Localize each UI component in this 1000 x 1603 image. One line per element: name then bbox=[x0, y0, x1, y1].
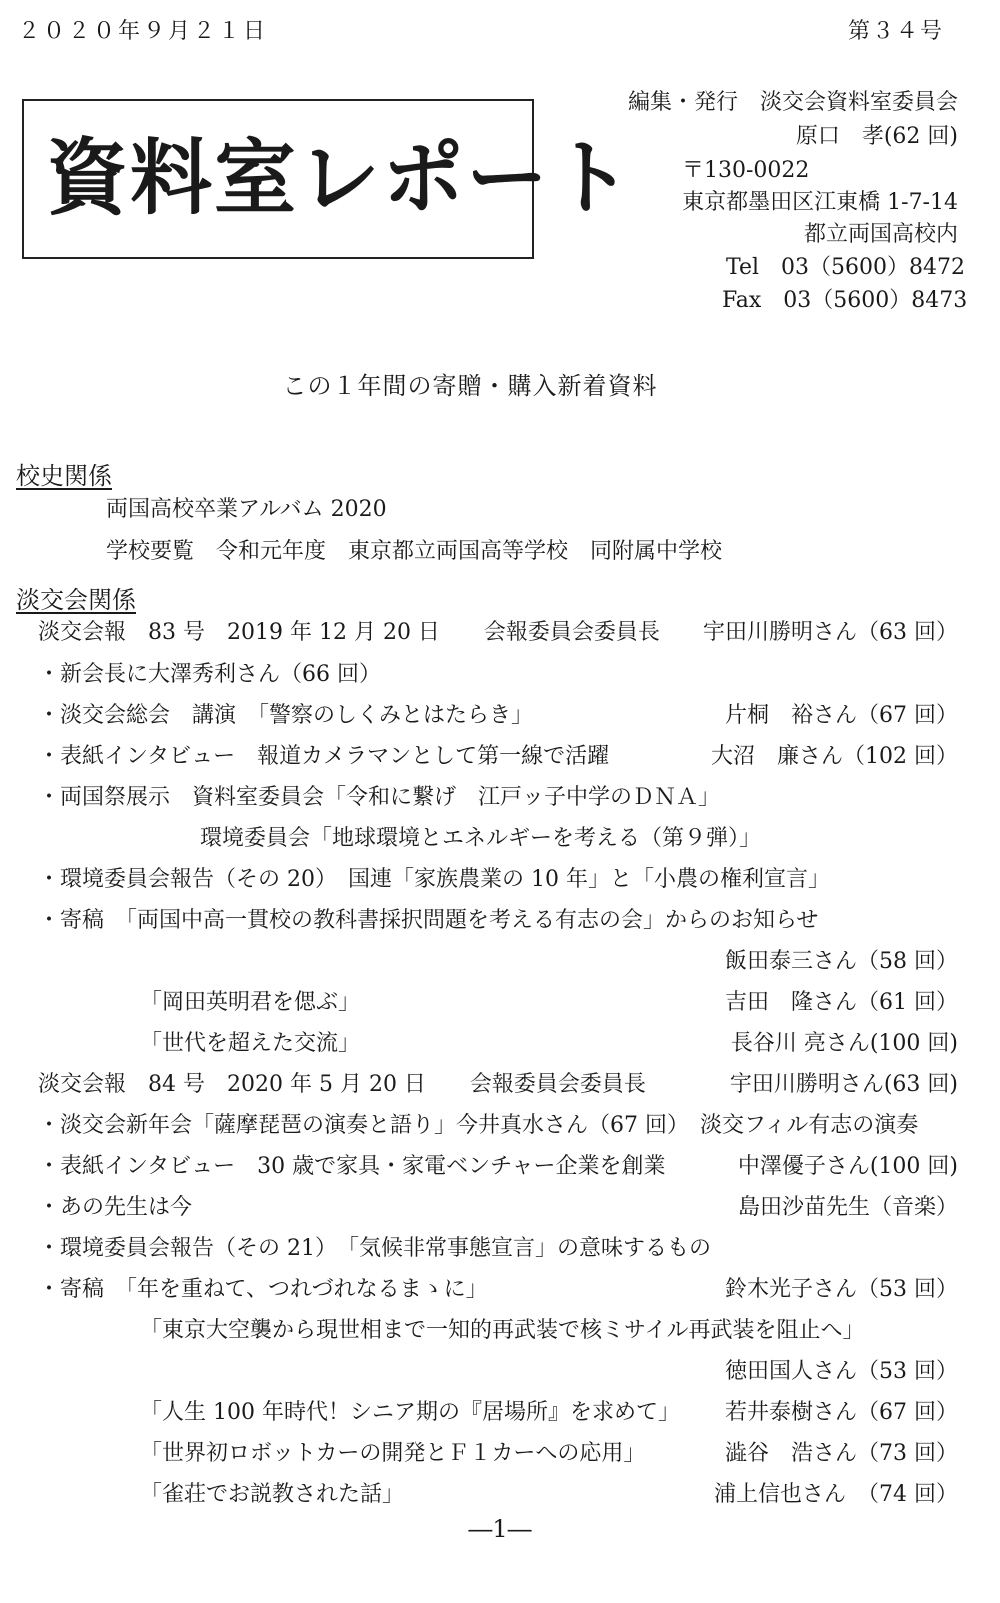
list-item: ・新会長に大澤秀利さん（66 回） bbox=[38, 662, 381, 687]
list-item-person: 徳田国人さん（53 回） bbox=[725, 1359, 958, 1384]
issue83-title: 淡交会報 83 号 2019 年 12 月 20 日 会報委員会委員長 bbox=[38, 620, 660, 645]
section-heading-tankokai: 淡交会関係 bbox=[16, 586, 136, 614]
list-item: 「人生 100 年時代！シニア期の『居場所』を求めて」 bbox=[140, 1400, 680, 1425]
main-title: この１年間の寄贈・購入新着資料 bbox=[282, 372, 658, 400]
list-item: ・表紙インタビュー 報道カメラマンとして第一線で活躍 bbox=[38, 744, 610, 769]
section-heading-school-history: 校史関係 bbox=[16, 462, 112, 490]
list-item: 「雀荘でお説教された話」 bbox=[140, 1482, 405, 1507]
list-item-person: 飯田泰三さん（58 回） bbox=[725, 949, 958, 974]
list-item: ・表紙インタビュー 30 歳で家具・家電ベンチャー企業を創業 bbox=[38, 1154, 666, 1179]
list-item: ・寄稿 「両国中高一貫校の教科書採択問題を考える有志の会」からのお知らせ bbox=[38, 908, 819, 933]
issue84-person: 宇田川勝明さん(63 回) bbox=[729, 1072, 958, 1097]
list-item: ・淡交会新年会「薩摩琵琶の演奏と語り」今井真水さん（67 回） 淡交フィル有志の演奏 bbox=[38, 1113, 919, 1138]
list-item: 環境委員会「地球環境とエネルギーを考える（第９弾）」 bbox=[200, 826, 762, 851]
list-item-person: 澁谷 浩さん（73 回） bbox=[725, 1441, 958, 1466]
list-item-person: 若井泰樹さん（67 回） bbox=[725, 1400, 958, 1425]
list-item: ・環境委員会報告（その 20） 国連「家族農業の 10 年」と「小農の権利宣言」 bbox=[38, 867, 830, 892]
list-item: 「岡田英明君を偲ぶ」 bbox=[140, 990, 361, 1015]
list-item: 「世代を超えた交流」 bbox=[140, 1031, 361, 1056]
list-item-person: 大沼 廉さん（102 回） bbox=[711, 744, 958, 769]
publisher-editor: 編集・発行 淡交会資料室委員会 bbox=[627, 90, 958, 115]
list-item: 「東京大空襲から現世相まで一知的再武装で核ミサイル再武装を阻止へ」 bbox=[140, 1318, 865, 1343]
publisher-postal: 〒130-0022 bbox=[682, 158, 810, 183]
issue83-person: 宇田川勝明さん（63 回） bbox=[703, 620, 958, 645]
issue-date: ２０２０年９月２１日 bbox=[18, 19, 269, 44]
issue84-title: 淡交会報 84 号 2020 年 5 月 20 日 会報委員会委員長 bbox=[38, 1072, 646, 1097]
list-item-person: 鈴木光子さん（53 回） bbox=[725, 1277, 958, 1302]
list-item: 「世界初ロボットカーの開発とＦ１カーへの応用」 bbox=[140, 1441, 646, 1466]
list-item-person: 中澤優子さん(100 回) bbox=[737, 1154, 958, 1179]
publisher-fax: Fax 03（5600）8473 bbox=[722, 288, 968, 313]
page-number: ―1― bbox=[468, 1515, 532, 1543]
publisher-school: 都立両国高校内 bbox=[803, 222, 958, 247]
issue-number: 第３４号 bbox=[847, 19, 944, 44]
publisher-person: 原口 孝(62 回) bbox=[795, 124, 958, 149]
list-item: ・環境委員会報告（その 21） 「気候非常事態宣言」の意味するもの bbox=[38, 1236, 711, 1261]
list-item-person: 浦上信也さん （74 回） bbox=[714, 1482, 958, 1507]
list-item-person: 島田沙苗先生（音楽） bbox=[737, 1195, 958, 1220]
publisher-address: 東京都墨田区江東橋 1-7-14 bbox=[682, 190, 958, 215]
list-item: 両国高校卒業アルバム 2020 bbox=[106, 497, 387, 522]
list-item: 学校要覧 令和元年度 東京都立両国高等学校 同附属中学校 bbox=[106, 539, 723, 564]
list-item-person: 吉田 隆さん（61 回） bbox=[725, 990, 958, 1015]
report-title: 資料室レポート bbox=[46, 131, 635, 226]
title-box bbox=[22, 99, 635, 259]
list-item: ・淡交会総会 講演 「警察のしくみとはたらき」 bbox=[38, 703, 534, 728]
publisher-tel: Tel 03（5600）8472 bbox=[726, 255, 965, 280]
list-item: ・寄稿 「年を重ねて、つれづれなるまゝに」 bbox=[38, 1277, 488, 1302]
list-item-person: 片桐 裕さん（67 回） bbox=[725, 703, 958, 728]
list-item: ・あの先生は今 bbox=[38, 1195, 193, 1220]
list-item-person: 長谷川 亮さん(100 回) bbox=[730, 1031, 958, 1056]
list-item: ・両国祭展示 資料室委員会「令和に繋げ 江戸ッ子中学のＤＮＡ」 bbox=[38, 785, 721, 810]
